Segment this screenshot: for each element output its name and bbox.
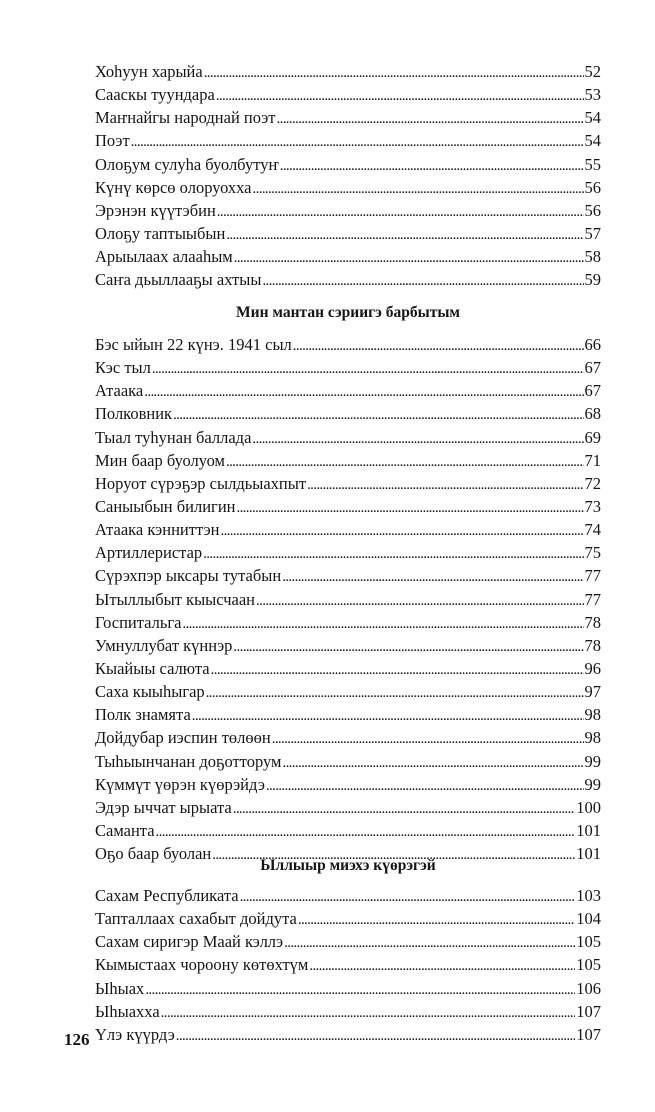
toc-entry [95,495,601,518]
toc-entry-page: 53 [584,85,601,105]
toc-entry-title: Бэс ыйын 22 күнэ. 1941 сыл [95,335,292,354]
toc-entry-title: Олоҕум сулуһа буолбутуҥ [95,154,279,174]
toc-entry-page: 101 [576,844,601,864]
toc-entry-title: Ытыллыбыт кыысчаан [95,589,256,609]
toc-entry [95,333,601,356]
dot-leader [307,472,583,495]
dot-leader [152,356,584,379]
toc-entry [95,379,601,402]
toc-entry-page: 78 [584,612,601,632]
toc-entry-title: Саныыбын билигин [95,496,236,516]
toc-entry-title: Күнү көрсө олоруохха [95,177,252,197]
toc-entry [95,1023,601,1046]
toc-entry-page: 69 [584,427,601,447]
toc-entry [95,176,601,199]
toc-entry-page: 105 [576,955,601,975]
dot-leader [284,930,575,953]
toc-entry-page: 67 [584,358,601,378]
dot-leader [192,703,584,726]
toc-entry-title: Ыһыахха [95,1001,160,1021]
dot-leader [182,611,583,634]
toc-entry-title: Сахам сиригэр Маай кэллэ [95,932,284,952]
toc-entry-page: 59 [584,270,601,290]
toc-entry [95,153,601,176]
dot-leader [206,680,584,703]
toc-entry-title: Атаака [95,381,144,401]
toc-entry-page: 67 [584,381,601,401]
toc-entry [95,518,601,541]
toc-entry-page: 101 [576,820,601,840]
toc-entry-page: 56 [584,200,601,220]
page-number: 126 [64,1030,90,1049]
toc-entry-title: Эрэнэн күүтэбин [95,200,216,220]
dot-leader [234,245,584,268]
toc-entry [95,726,601,749]
toc-entry-title: Тапталлаах сахабыт дойдута [95,909,297,929]
toc-entry-page: 73 [584,496,601,516]
toc-entry [95,1000,601,1023]
toc-entry-title: Дойдубар иэспин төлөөн [95,728,271,748]
toc-entry-title: Саҥа дьыллааҕы ахтыы [95,270,262,290]
toc-entry [95,680,601,703]
dot-leader [156,819,576,842]
toc-section-2 [95,333,601,865]
toc-entry-page: 74 [584,520,601,540]
toc-entry [95,402,601,425]
dot-leader [220,518,583,541]
toc-entry [95,129,601,152]
toc-entry [95,796,601,819]
toc-entry-page: 100 [576,797,601,817]
toc-entry [95,819,601,842]
dot-leader [277,106,584,129]
dot-leader [131,129,584,152]
toc-entry-page: 107 [576,1024,601,1044]
toc-entry-title: Кэс тыл [95,358,151,378]
dot-leader [256,588,583,611]
dot-leader [145,977,575,1000]
toc-entry [95,564,601,587]
dot-leader [203,541,583,564]
toc-entry-page: 77 [584,566,601,586]
toc-entry [95,199,601,222]
dot-leader [216,83,584,106]
section-heading-2: Мин мантан сэриигэ барбытым [236,304,460,321]
toc-entry-title: Үлэ күүрдэ [95,1024,175,1044]
toc-entry [95,773,601,796]
toc-entry-page: 78 [584,635,601,655]
toc-entry-page: 98 [584,728,601,748]
toc-entry-page: 77 [584,589,601,609]
dot-leader [233,796,576,819]
toc-entry [95,541,601,564]
toc-entry-page: 54 [584,131,601,151]
toc-entry [95,657,601,680]
toc-entry [95,703,601,726]
toc-entry-title: Атаака кэнниттэн [95,520,220,540]
toc-entry-title: Маҥнайгы народнай поэт [95,108,276,128]
section-heading-3: Ыллыыр миэхэ күөрэгэй [260,857,436,874]
toc-entry-page: 104 [576,909,601,929]
toc-entry-page: 58 [584,247,601,267]
dot-leader [204,60,584,83]
dot-leader [233,634,583,657]
toc-entry [95,750,601,773]
dot-leader [176,1023,575,1046]
toc-entry [95,930,601,953]
toc-entry-title: Сааскы туундара [95,85,215,105]
toc-entry-title: Норуот сүрэҕэр сылдьыахпыт [95,473,307,493]
toc-entry-title: Сүрэхпэр ыксары тутабын [95,566,282,586]
dot-leader [282,750,583,773]
toc-entry-page: 56 [584,177,601,197]
toc-entry [95,588,601,611]
toc-entry-title: Тыһыынчанан доҕотторум [95,751,282,771]
dot-leader [144,379,583,402]
toc-entry [95,356,601,379]
dot-leader [298,907,575,930]
toc-entry-page: 75 [584,543,601,563]
dot-leader [226,449,584,472]
dot-leader [217,199,584,222]
toc-entry-title: Арыылаах алааһым [95,247,233,267]
toc-section-3 [95,884,601,1046]
toc-entry-page: 57 [584,223,601,243]
toc-entry-page: 106 [576,978,601,998]
dot-leader [252,426,583,449]
toc-entry-title: Мин баар буолуом [95,450,225,470]
toc-entry-title: Күммүт үөрэн күөрэйдэ [95,774,265,794]
toc-entry-page: 96 [584,658,601,678]
dot-leader [272,726,584,749]
toc-entry-title: Поэт [95,131,130,151]
toc-entry-title: Полк знамята [95,705,191,725]
toc-entry-title: Эдэр ыччат ырыата [95,797,232,817]
toc-entry-title: Оҕо баар буолан [95,844,212,864]
toc-entry-page: 107 [576,1001,601,1021]
toc-entry [95,634,601,657]
toc-entry-title: Олоҕу таптыыбын [95,223,226,243]
dot-leader [161,1000,576,1023]
toc-entry-page: 99 [584,751,601,771]
toc-entry [95,977,601,1000]
toc-entry-page: 97 [584,682,601,702]
toc-section-1 [95,60,601,291]
toc-entry-title: Хоһуун харыйа [95,62,203,81]
dot-leader [253,176,584,199]
toc-entry [95,611,601,634]
toc-entry [95,953,601,976]
toc-entry-page: 103 [576,886,601,905]
toc-entry-page: 105 [576,932,601,952]
toc-entry-page: 72 [584,473,601,493]
dot-leader [240,884,576,907]
dot-leader [266,773,584,796]
toc-entry-page: 98 [584,705,601,725]
toc-entry [95,60,601,83]
dot-leader [236,495,583,518]
toc-entry-page: 52 [584,62,601,81]
toc-entry [95,106,601,129]
dot-leader [226,222,583,245]
dot-leader [262,268,583,291]
toc-entry-page: 54 [584,108,601,128]
dot-leader [280,153,584,176]
toc-entry-title: Саманта [95,820,155,840]
dot-leader [211,657,584,680]
dot-leader [173,402,583,425]
toc-entry [95,472,601,495]
dot-leader [293,333,584,356]
toc-entry-page: 66 [584,335,601,354]
toc-entry [95,907,601,930]
toc-entry-title: Ыһыах [95,978,145,998]
toc-entry-title: Госпитальга [95,612,182,632]
toc-entry-title: Умнуллубат күннэр [95,635,233,655]
toc-entry-page: 99 [584,774,601,794]
toc-entry-title: Кыайыы салюта [95,658,210,678]
toc-entry-page: 71 [584,450,601,470]
toc-entry-page: 55 [584,154,601,174]
toc-entry-title: Кымыстаах чороону көтөхтүм [95,955,309,975]
toc-entry [95,884,601,907]
toc-entry [95,449,601,472]
toc-entry-title: Сахам Республиката [95,886,239,905]
dot-leader [282,564,583,587]
toc-entry [95,426,601,449]
dot-leader [309,953,575,976]
toc-entry-title: Полковник [95,404,173,424]
toc-entry-title: Артиллеристар [95,543,203,563]
toc-entry [95,245,601,268]
toc-entry-title: Саха кыыһыгар [95,682,205,702]
toc-entry [95,83,601,106]
toc-entry [95,268,601,291]
toc-entry-page: 68 [584,404,601,424]
toc-entry-title: Тыал туһунан баллада [95,427,252,447]
toc-entry [95,222,601,245]
